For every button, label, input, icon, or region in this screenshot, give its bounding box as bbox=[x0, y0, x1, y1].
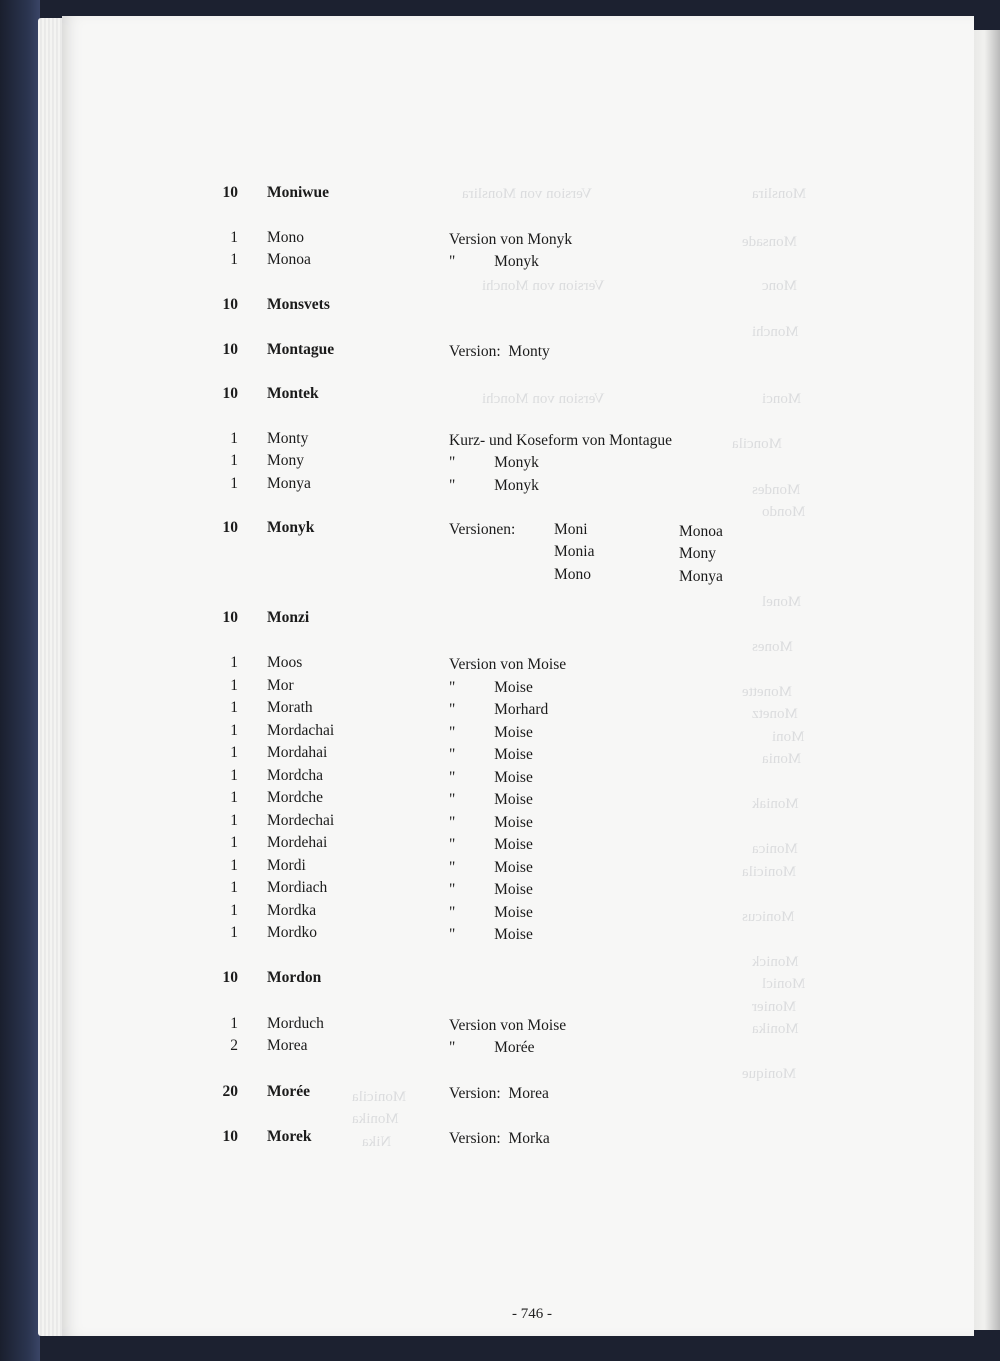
entry-description: " Moise bbox=[449, 814, 533, 831]
entry-description: Version von Moise bbox=[449, 656, 567, 673]
entry-description: " Moise bbox=[449, 836, 533, 853]
entry-name: Mordka bbox=[267, 902, 317, 919]
show-through-text: Monslira Version von Monslira Monsade Monc Version von Monchi Monchi Monci Version von Monchi Moncila Mondes Mondo Monel Mones Monette Monetz Moni Monia Moniak Monica Monicila Monicus Monick Monicl Monier Monika Monique Monicila Monika Nika bbox=[352, 186, 807, 1150]
entry-count: 1 bbox=[230, 699, 238, 716]
entry-count: 20 bbox=[222, 1083, 238, 1100]
entry-description: Versionen: bbox=[449, 521, 516, 538]
entry-count: 10 bbox=[222, 385, 238, 402]
entry-name: Mordko bbox=[267, 924, 317, 941]
entry-name: Mordehai bbox=[267, 834, 328, 851]
entry-name: Mordachai bbox=[267, 722, 335, 739]
entry-name: Mordon bbox=[267, 969, 322, 986]
entry-name: Monoa bbox=[267, 251, 311, 268]
entry-count: 10 bbox=[222, 609, 238, 626]
entry-count: 1 bbox=[230, 452, 238, 469]
entry-name: Morduch bbox=[267, 1015, 324, 1032]
name-list bbox=[62, 16, 974, 1336]
entry-description: " Moise bbox=[449, 769, 533, 786]
entry-name: Morea bbox=[267, 1037, 308, 1054]
entry-name: Morek bbox=[267, 1128, 312, 1145]
entry-description: " Moise bbox=[449, 926, 533, 943]
entry-description: Version: Morka bbox=[449, 1130, 550, 1147]
entry-name: Mor bbox=[267, 677, 294, 694]
entry-description: " Moise bbox=[449, 746, 533, 763]
entry-count: 1 bbox=[230, 857, 238, 874]
entry-name: Mordechai bbox=[267, 812, 335, 829]
page-number: - 746 - bbox=[512, 1306, 552, 1322]
entry-description: Version: Monty bbox=[449, 343, 550, 360]
entry-count: 1 bbox=[230, 229, 238, 246]
next-page-edge bbox=[974, 30, 1000, 1330]
entry-count: 1 bbox=[230, 834, 238, 851]
entry-description: " Monyk bbox=[449, 253, 539, 270]
entry-description: " Moise bbox=[449, 791, 533, 808]
version-name: Monia bbox=[554, 543, 595, 560]
entry-count: 10 bbox=[222, 969, 238, 986]
entry-count: 1 bbox=[230, 767, 238, 784]
entry-count: 10 bbox=[222, 296, 238, 313]
entry-count: 1 bbox=[230, 1015, 238, 1032]
entry-name: Monzi bbox=[267, 609, 310, 626]
version-name: Mono bbox=[554, 566, 592, 583]
entry-count: 1 bbox=[230, 430, 238, 447]
entry-name: Mordiach bbox=[267, 879, 328, 896]
version-name: Monya bbox=[679, 568, 723, 585]
entry-description: " Morée bbox=[449, 1039, 535, 1056]
entry-count: 1 bbox=[230, 812, 238, 829]
entry-count: 10 bbox=[222, 1128, 238, 1145]
entry-count: 1 bbox=[230, 789, 238, 806]
entry-count: 1 bbox=[230, 722, 238, 739]
entry-name: Montek bbox=[267, 385, 319, 402]
entry-description: Version von Monyk bbox=[449, 231, 573, 248]
entry-name: Mordahai bbox=[267, 744, 328, 761]
entry-description: Version von Moise bbox=[449, 1017, 567, 1034]
version-name: Monoa bbox=[679, 523, 723, 540]
entry-name: Mordcha bbox=[267, 767, 323, 784]
entry-count: 1 bbox=[230, 902, 238, 919]
entry-name: Morath bbox=[267, 699, 313, 716]
entry-description: " Morhard bbox=[449, 701, 549, 718]
book-page bbox=[62, 16, 974, 1336]
entry-name: Moniwue bbox=[267, 184, 329, 201]
entry-count: 2 bbox=[230, 1037, 238, 1054]
entry-name: Mono bbox=[267, 229, 305, 246]
entry-name: Monya bbox=[267, 475, 311, 492]
entry-description: " Moise bbox=[449, 904, 533, 921]
entry-name: Morée bbox=[267, 1083, 311, 1100]
entry-count: 1 bbox=[230, 744, 238, 761]
entry-count: 1 bbox=[230, 251, 238, 268]
entry-description: " Monyk bbox=[449, 477, 539, 494]
entry-name: Montague bbox=[267, 341, 335, 358]
entry-description: Version: Morea bbox=[449, 1085, 549, 1102]
entry-count: 1 bbox=[230, 924, 238, 941]
entry-description: " Moise bbox=[449, 881, 533, 898]
entry-description: " Monyk bbox=[449, 454, 539, 471]
entry-name: Mony bbox=[267, 452, 305, 469]
entry-description: Kurz- und Koseform von Montague bbox=[449, 432, 672, 449]
entry-name: Moos bbox=[267, 654, 303, 671]
entry-count: 1 bbox=[230, 654, 238, 671]
entry-name: Monty bbox=[267, 430, 309, 447]
entry-count: 1 bbox=[230, 677, 238, 694]
entry-name: Mordche bbox=[267, 789, 323, 806]
entry-count: 10 bbox=[222, 519, 238, 536]
version-name: Mony bbox=[679, 545, 717, 562]
version-name: Moni bbox=[554, 521, 588, 538]
entry-count: 10 bbox=[222, 184, 238, 201]
entry-count: 1 bbox=[230, 879, 238, 896]
entry-description: " Moise bbox=[449, 859, 533, 876]
entry-name: Mordi bbox=[267, 857, 306, 874]
entry-name: Monsvets bbox=[267, 296, 330, 313]
entry-description: " Moise bbox=[449, 724, 533, 741]
entry-name: Monyk bbox=[267, 519, 315, 536]
entry-description: " Moise bbox=[449, 679, 533, 696]
entry-count: 10 bbox=[222, 341, 238, 358]
book-cover-edge bbox=[0, 0, 40, 1361]
entry-count: 1 bbox=[230, 475, 238, 492]
